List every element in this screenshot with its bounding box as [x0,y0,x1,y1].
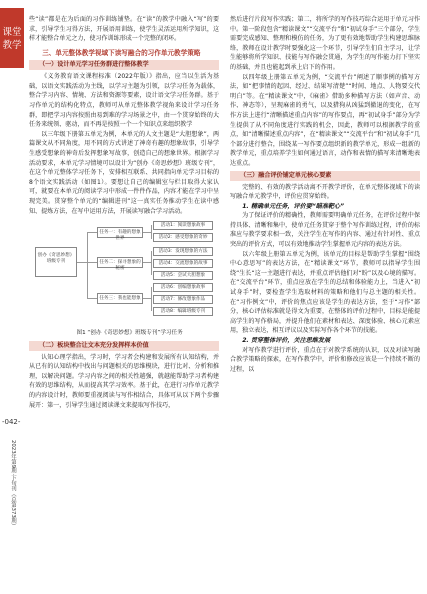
section-badge [0,8,24,68]
diagram-activity-node: 活动2：感受想象的奇妙 [153,233,213,242]
task-diagram [29,221,215,327]
paragraph: 《义务教育语文课程标准（2022年版）》指出，应当以生活为基础，以语文实践活动为主线，以学习主题为引领，以学习任务为载体，整合学习内容、情境、方法和资源等要素，设计语文学习任务群。基于习作单元的结构化特点，教师可从单元整体教学视角来设计学习任务群，即把学习内容按照由易到难的学习场景之中，由一个贯穿始终的大任务来统领、驱动，而不再是按照一个一个知识点来组织教学 [29,73,219,129]
paragraph: 完整的、有效的教学活动离不开教学评价，在单元整体视域下的读写融合单元教学中，评价应贯穿始终。 [230,183,420,201]
issue-info: 2023年第9期·下旬刊（总第373期） [10,440,16,529]
paragraph: 为了保证评价的精确性，教师需要明确单元任务，在评价过程中保持具体、清晰和集中，使单元任务贯穿于整个写作训练过程，评价的标准应与教学要求相一致，关注学生在写作的内容、通过有针对性、重点突出的评价方式，可以有效地推动学生掌握单元内容的表达方法。 [230,212,420,249]
right-column [230,15,420,374]
diagram-activity-node: 活动3：发现想象的方法 [153,247,213,256]
diagram-activity-node: 活动6：创编想象故事 [153,283,213,292]
subsection-heading: （三）融合评价铺定单元核心要素 [230,171,420,181]
paragraph: 以四年级上册第五单元为例，“交流平台”阐述了顺事例的描写方法，如“把事情的起因、经过、结果写清楚”“时间、地点、人物要交代明白”等。在“精读课文”中，《麻雀》借助多种描写方法（如声音、动作、神态等），呈现麻雀的勇气，以及猎狗从凶猛到撤退的变化，在写作方法上进行“清晰描述重点内容”的写作要点，再“初试身手”部分为学生提供了从不同角度进行实践的机会，因此，教师可以根据教学的重点，如“清晰描述重点内容”，在“精读课文”“交流平台”和“初试身手”几个部分进行整合，围绕某一写作要点组织新的教学单元，形成一组新的教学单元，重点培养学生如何通过语言，动作和表情的描写来清晰地表达重点。 [230,73,420,167]
paragraph: 然后进行片段写作实践；第二，将所学的写作技巧综合运用于单元习作中。第一阶段包含“精读课文”“交流平台”和“初试身手”三个部分，学生需要完成感知、整理和模仿的任务，为了更有效地帮助学生构建思维脉络，教师在设计教学时要强化这一个环节，引导学生们自主学习，让学生能够将所学知识、技能与写作融会贯通，为学生的写作能力打下坚实的基础，并且也能起到承上启下的作用。 [230,16,420,71]
subsection-heading: （二）板块整合让文本充分发挥样本价值 [29,341,219,351]
diagram-activity-node: 活动1：阅读想象故事 [153,221,213,230]
diagram-activity-node: 活动4：交流想象的故事 [153,259,213,268]
paragraph: 以三年级下册第五单元为例，本单元的人文主题是“大胆想象”，两篇课文从不同角度，用不同的方式讲述了神奇有趣的想象故事，引导学生感受想象的神奇后发挥想象写故事，创造自己的想象世界。根据学习活动要求，本单元学习情境可以设计为“创办《奇思妙想》班级专刊”，在这个单元整体学习任务下，安排相互联系、共同指向单元学习目标的8个语文实践活动（如图1）。要想让自己的编辑室与栏目取得大家认可，就要在本单元的阅读学习中形成一件件作品，内容才能在学习中呈现完美。贯穿整个单元的“编辑进刊”这一真实任务推动学生在读中感知、提炼方法，在写中运用方法，开展读写融合学习活动。 [29,130,219,215]
figure-caption: 图1 “创办《奇思妙想》班级专刊”学习任务 [76,330,183,337]
diagram-activity-node: 活动8：编辑班级专刊 [153,307,213,316]
diagram-task-node: 任务二：探寻想象的秘密 [97,257,143,268]
sidebar [0,0,24,594]
subsubsection-heading: 1. 精确单元任务，评价要“瞄准靶心” [242,202,345,210]
diagram-activity-node: 活动7：修改想象作品 [153,295,213,304]
paragraph: 以六年级上册第五单元为例，该单元的目标是帮助学生掌握“围绕中心意思写”的表达方法，在“精读课文”环节，教师可以指导学生围绕“生长“这一主题进行表达，并重点评估他们对“盼”以及心境的描写。在“交流平台”环节，重点应放在学生的总结和体验能力上，当进入“初试身手”时，要检查学生选取材料的策略和他们与总主题的相关性。在“习作例文”中，评价的焦点应该是学生的表达方法，至于“习作”部分，核心评估标准就是得文为重要，在整体的评价过程中，目标是能提高学生的写作格局，并提升他们在素材和表达、深度体验、核心元素应用，独立表达，相互评议以及实际写作各个环节的技能。 [230,250,420,335]
paragraph: 认知心理学指出，学习时，学习者会构建和发展所有认知结构，并从已有的认知结构中找出与问题相关的思维模块，进行比对、分析和推理，以解决问题。学习内容之间的相关性越强，就越能帮助学习者构建有效的思维结构，从而提高其学习效率。基于此，在进行习作单元教学的内容设计时，教师要重视阅读与写作相结合，具体可从以下两个步骤展开：第一，引导学生通过阅读课文来提取写作技巧， [29,353,219,409]
paragraph: 些“读”都是在为后面的习作训练铺垫。在“读”的教学中融入“写”的要求，引导学生习得方法，开展语用训练，使学生灵活运用所学知识，这样才能整合单元之力，使习作训练形成一个完整的闭环。 [29,16,219,43]
section-label-line1: 课堂 [2,27,22,38]
diagram-center-node: 创办《奇思妙想》班级专刊 [35,247,77,277]
paragraph: 对写作教学进行评价，重点在于对教学系统的认识，以及对读写融合教学策略的探索，在写作教学中，评价和修改应该是一个持续不断的过程，以 [230,346,420,373]
diagram-task-node: 任务一：有趣的想象世界 [97,227,143,238]
subsection-heading: （一）设计单元学习任务群进行整体教学 [29,60,219,70]
page-number: -042- [2,418,21,426]
diagram-activity-node: 活动5：尝试大胆想象 [153,271,213,280]
left-column [29,15,219,410]
section-heading: 三、单元整体教学视域下读写融合的习作单元教学策略 [42,48,201,57]
diagram-task-node: 任务三：我也能想象 [97,293,143,304]
subsubsection-heading: 2. 贯穿整体评价，关注思维发展 [242,337,331,344]
section-label-line2: 教学 [2,40,22,51]
